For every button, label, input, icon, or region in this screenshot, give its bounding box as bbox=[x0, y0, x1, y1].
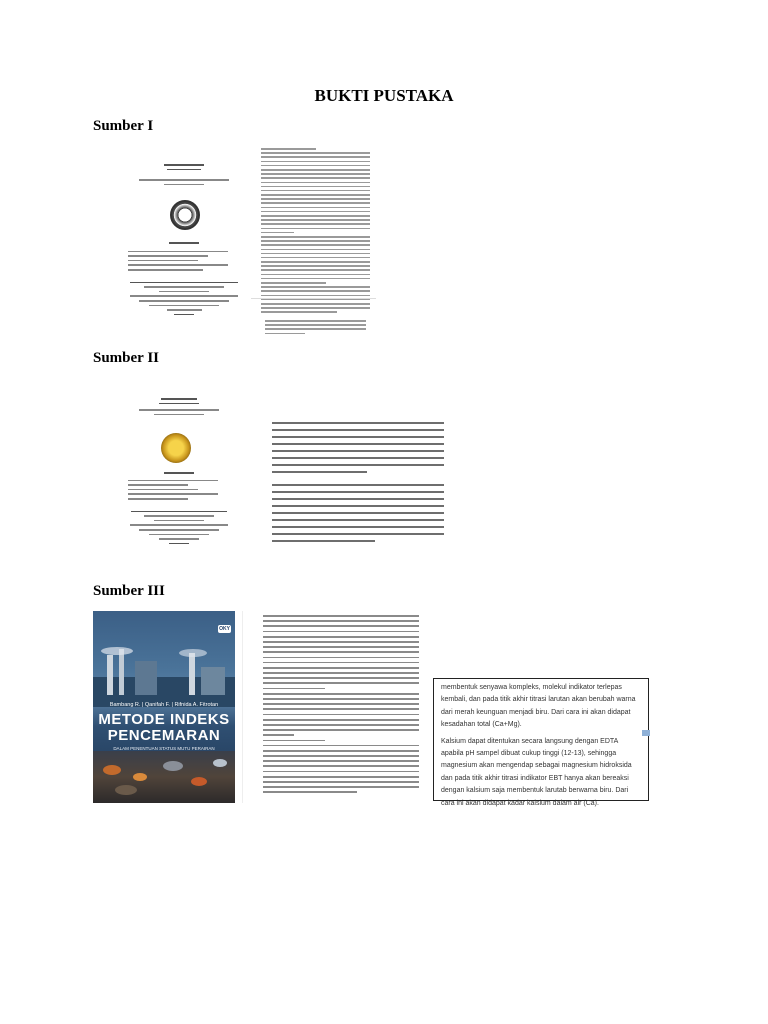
factory-illustration bbox=[93, 647, 235, 707]
excerpt-paragraph-2: Kalsium dapat ditentukan secara langsung dengan EDTA apabila pH sampel dibuat cukup tinggi (12-13), sehingga magnesium akan mengendap sebagai magnesium hidroksida dan pada titik akhir titrasi indikator EBT hanya akan bereaksi dengan kalsium saja membentuk larutab berwarna biru. Dari cara ini akan didapat kadar kalsium dalam air (Ca). bbox=[441, 737, 632, 807]
university-crest-icon bbox=[170, 200, 200, 230]
excerpt-paragraph-1: membentuk senyawa kompleks, molekul indikator terlepas kembali, dan pada titik akhir titrasi larutan akan berubah warna dari merah keunguan menjadi biru. Dari cara ini akan didapat kesadahan total (Ca+Mg). bbox=[441, 684, 636, 729]
section-heading-sumber-3: Sumber III bbox=[93, 583, 165, 599]
selection-marker bbox=[642, 730, 650, 736]
book-subtitle: DALAM PENENTUAN STATUS MUTU PERAIRAN bbox=[113, 746, 215, 751]
sumber-1-cover-image bbox=[120, 144, 248, 342]
sumber-2-text-page-image bbox=[264, 418, 448, 558]
sumber-1-text-page-image bbox=[251, 144, 376, 342]
section-heading-sumber-2: Sumber II bbox=[93, 350, 159, 366]
university-crest-icon bbox=[161, 433, 191, 463]
sumber-3-text-page-image bbox=[242, 611, 425, 803]
book-authors: Bambang R. | Qanifah F. | Rifnida A. Fitrotan bbox=[109, 702, 219, 708]
section-heading-sumber-1: Sumber I bbox=[93, 118, 154, 134]
book-title-line-2: PENCEMARAN bbox=[107, 727, 221, 744]
publisher-logo: OKY bbox=[219, 626, 230, 632]
book-cover-image bbox=[93, 611, 235, 803]
polluted-water-illustration bbox=[93, 751, 235, 803]
book-title-line-1: METODE INDEKS bbox=[98, 711, 230, 728]
page-title: BUKTI PUSTAKA bbox=[314, 86, 454, 105]
sumber-3-excerpt-box bbox=[433, 678, 649, 807]
sumber-2-cover-image bbox=[120, 378, 238, 572]
